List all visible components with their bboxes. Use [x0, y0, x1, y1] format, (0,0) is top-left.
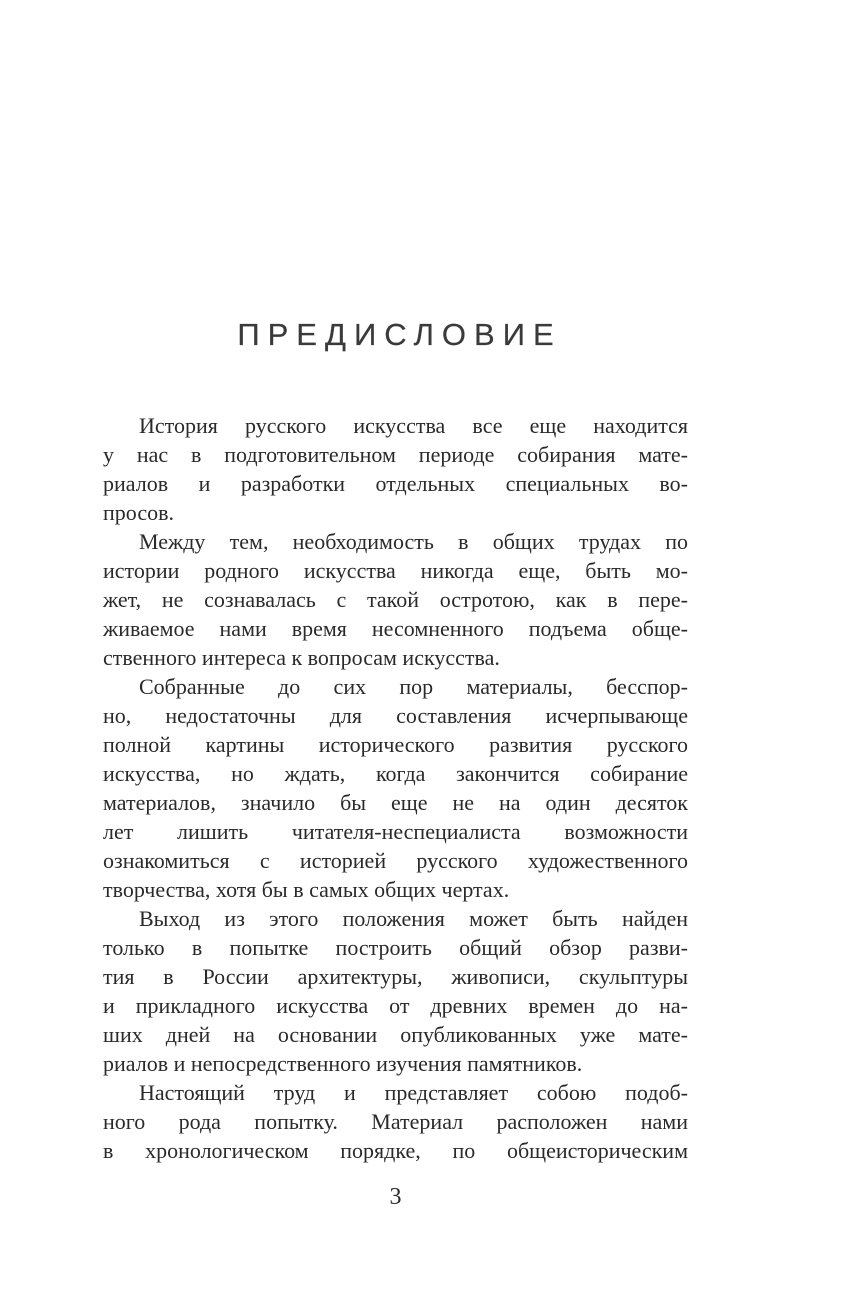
- text-line: Между тем, необходимость в общих трудах по: [139, 529, 688, 554]
- text-line: и прикладного искусства от древних времен до на-: [103, 993, 688, 1018]
- text-line: Настоящий труд и представляет собою подоб-: [139, 1080, 688, 1105]
- text-line: ного рода попытку. Материал расположен нами: [103, 1109, 688, 1134]
- text-line: живаемое нами время несомненного подъема обще-: [103, 616, 688, 641]
- text-line: только в попытке построить общий обзор разви-: [103, 935, 688, 960]
- text-line: ственного интереса к вопросам искусства.: [103, 645, 500, 670]
- text-line: риалов и разработки отдельных специальных во-: [103, 471, 688, 496]
- body-text: [103, 411, 688, 1165]
- text-line: Собранные до сих пор материалы, бесспор-: [139, 674, 688, 699]
- text-line: истории родного искусства никогда еще, быть мо-: [103, 558, 688, 583]
- text-line: творчества, хотя бы в самых общих чертах.: [103, 877, 510, 902]
- text-line: ших дней на основании опубликованных уже мате-: [103, 1022, 688, 1047]
- paragraph: [103, 411, 688, 527]
- text-line: материалов, значило бы еще не на один десяток: [103, 790, 688, 815]
- text-line: искусства, но ждать, когда закончится собирание: [103, 761, 688, 786]
- paragraph: [103, 1078, 688, 1165]
- paragraph: [103, 527, 688, 672]
- chapter-title: ПРЕДИСЛОВИЕ: [237, 317, 562, 352]
- text-line: но, недостаточны для составления исчерпывающе: [103, 703, 688, 728]
- text-line: просов.: [103, 500, 174, 525]
- text-line: тия в России архитектуры, живописи, скульптуры: [103, 964, 688, 989]
- text-line: у нас в подготовительном периоде собирания мате-: [103, 442, 688, 467]
- text-line: ознакомиться с историей русского художественного: [103, 848, 688, 873]
- text-line: лет лишить читателя-неспециалиста возможности: [103, 819, 688, 844]
- paragraph: [103, 904, 688, 1078]
- paragraph: [103, 672, 688, 904]
- page-number: 3: [389, 1184, 402, 1210]
- text-line: жет, не сознавалась с такой остротою, как в пере-: [103, 587, 688, 612]
- text-line: Выход из этого положения может быть найден: [139, 906, 688, 931]
- text-line: полной картины исторического развития русского: [103, 732, 688, 757]
- text-line: риалов и непосредственного изучения памятников.: [103, 1051, 583, 1076]
- text-line: История русского искусства все еще находится: [139, 413, 688, 438]
- text-line: в хронологическом порядке, по общеисторическим: [103, 1138, 688, 1163]
